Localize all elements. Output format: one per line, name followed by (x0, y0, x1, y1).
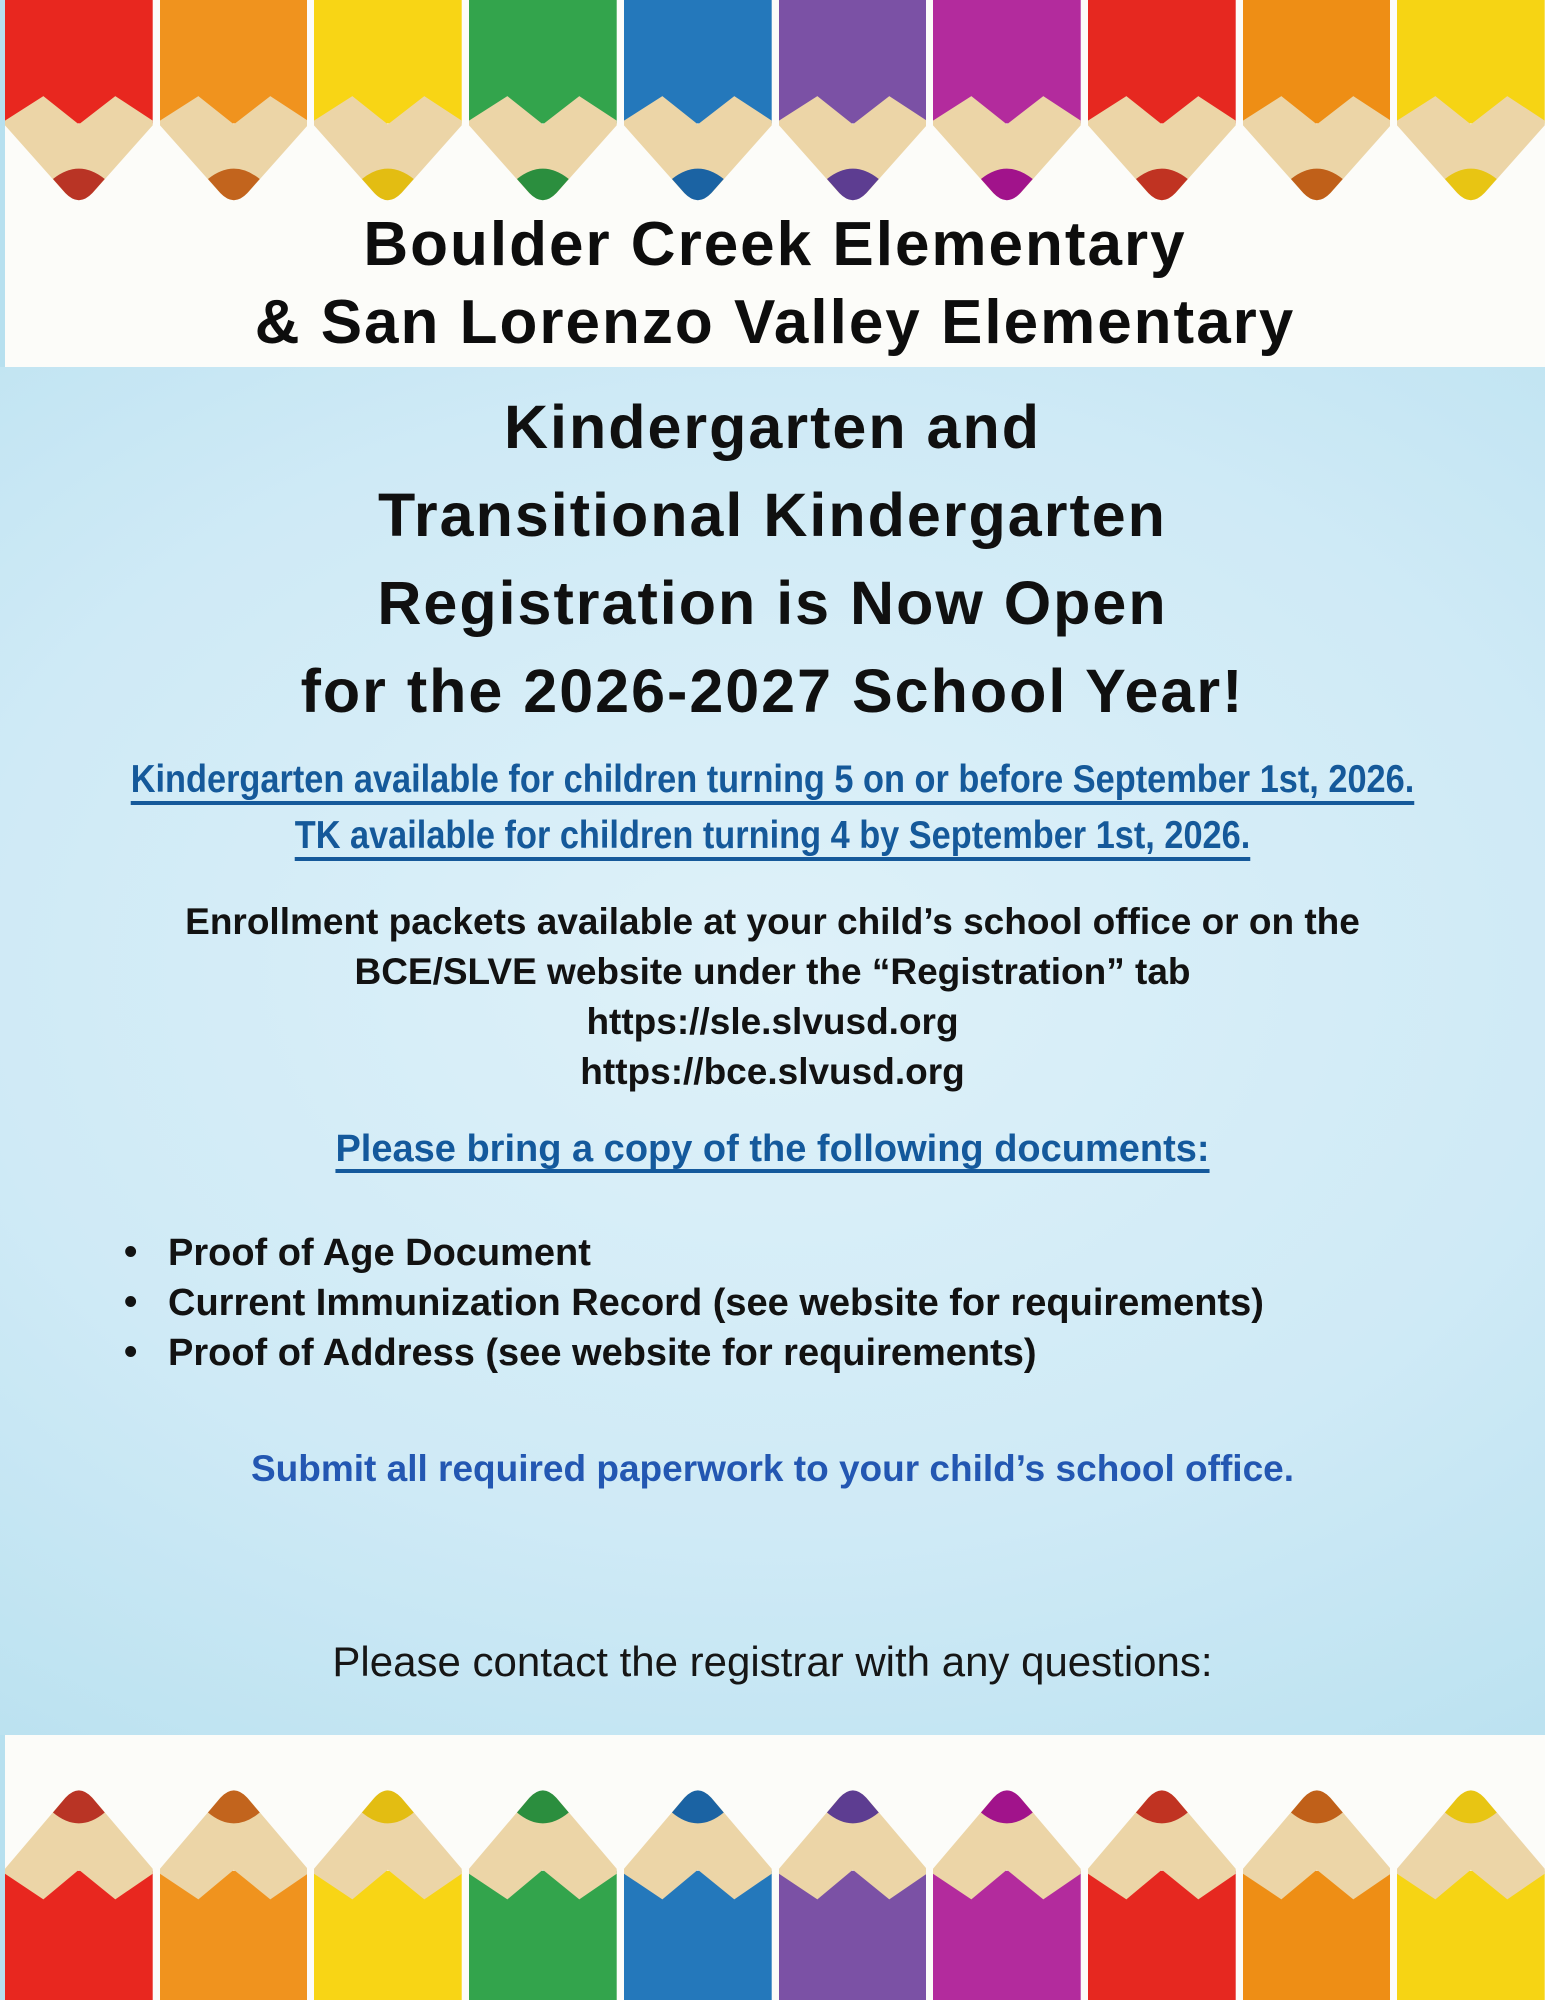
bottom-pencil-border (5, 1778, 1545, 2000)
pencil-graphic (1243, 1778, 1391, 2000)
top-pencil-border (5, 0, 1545, 212)
list-item: • Proof of Address (see website for requirements) (122, 1328, 1505, 1378)
pencil-graphic (314, 0, 462, 212)
title-line-2: & San Lorenzo Valley Elementary (254, 288, 1296, 357)
pencil-graphic (1088, 1778, 1236, 2000)
documents-heading: Please bring a copy of the following documents: (335, 1128, 1210, 1170)
pencil-graphic (624, 1778, 772, 2000)
headline-line-2: Transitional Kindergarten (378, 481, 1167, 549)
pencil-graphic (160, 1778, 308, 2000)
pencil-graphic (5, 1778, 153, 2000)
pencil-graphic (160, 0, 308, 212)
pencil-graphic (1397, 0, 1545, 212)
pencil-graphic (5, 0, 153, 212)
sle-website-url: https://sle.slvusd.org (586, 1001, 959, 1042)
headline-line-3: Registration is Now Open (377, 569, 1168, 637)
main-headline (0, 383, 1545, 735)
pencil-graphic (1088, 0, 1236, 212)
pencil-graphic (624, 0, 772, 212)
headline-line-1: Kindergarten and (503, 393, 1041, 461)
eligibility-line-1: Kindergarten available for children turning 5 on or before September 1st, 2026. (130, 758, 1415, 801)
pencil-graphic (779, 0, 927, 212)
flyer-body (0, 367, 1545, 1735)
bottom-white-band (5, 1735, 1545, 2000)
pencil-graphic (779, 1778, 927, 2000)
pencil-graphic (1243, 0, 1391, 212)
enrollment-line-2: BCE/SLVE website under the “Registration” tab (354, 951, 1191, 992)
pencil-graphic (469, 0, 617, 212)
list-item: • Current Immunization Record (see website for requirements) (122, 1278, 1505, 1328)
school-title (5, 206, 1545, 362)
submit-instruction: Submit all required paperwork to your child’s school office. (250, 1448, 1295, 1489)
enrollment-info (0, 897, 1545, 1097)
enrollment-line-1: Enrollment packets available at your child’s school office or on the (185, 901, 1360, 942)
pencil-graphic (469, 1778, 617, 2000)
headline-line-4: for the 2026-2027 School Year! (300, 657, 1245, 725)
contact-intro: Please contact the registrar with any questions: (332, 1638, 1213, 1685)
pencil-graphic (1397, 1778, 1545, 2000)
top-white-band (5, 0, 1545, 367)
eligibility-line-2: TK available for children turning 4 by September 1st, 2026. (294, 814, 1251, 857)
title-line-1: Boulder Creek Elementary (363, 210, 1187, 279)
list-item: • Proof of Age Document (122, 1228, 1505, 1278)
eligibility-note (0, 752, 1545, 864)
pencil-graphic (314, 1778, 462, 2000)
pencil-graphic (933, 0, 1081, 212)
pencil-graphic (933, 1778, 1081, 2000)
bce-website-url: https://bce.slvusd.org (580, 1051, 965, 1092)
documents-list (122, 1228, 1505, 1378)
